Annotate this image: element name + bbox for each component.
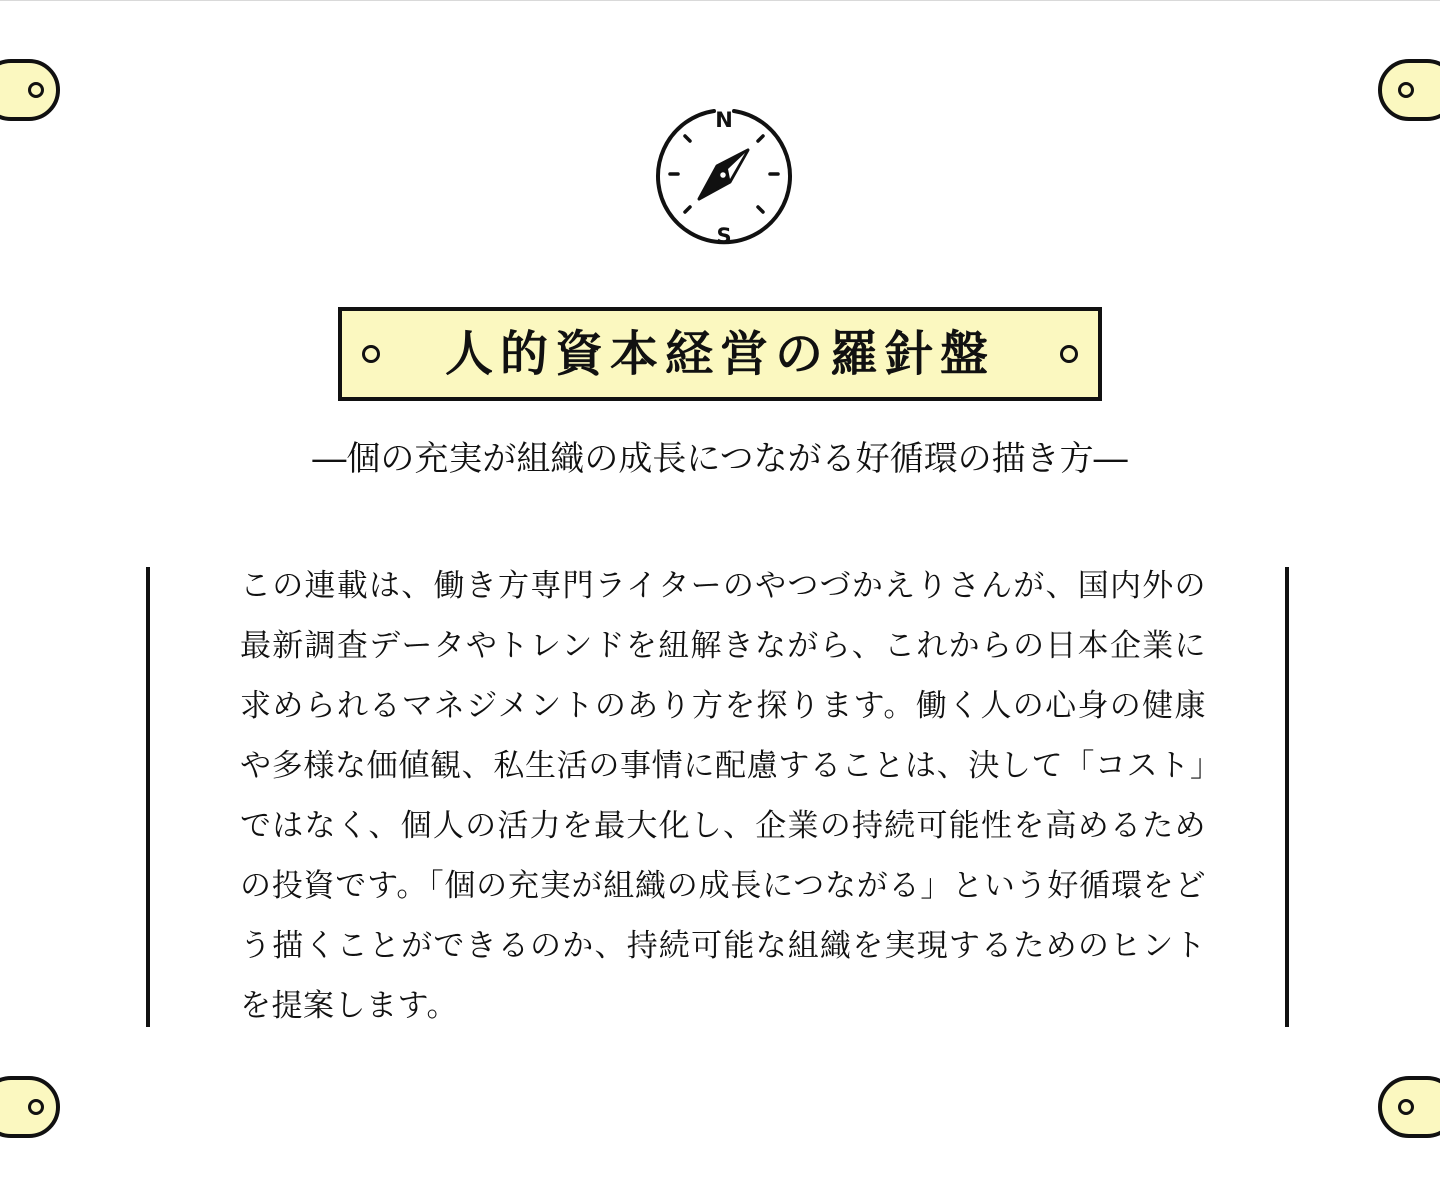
tab-hole-icon bbox=[28, 82, 44, 98]
tab-hole-icon bbox=[1398, 82, 1414, 98]
title-banner bbox=[338, 307, 1102, 401]
right-border-line bbox=[1285, 567, 1289, 1027]
compass-icon bbox=[650, 103, 798, 245]
tab-hole-icon bbox=[28, 1099, 44, 1115]
series-description: この連載は、働き方専門ライターのやつづかえりさんが、国内外の最新調査データやトレンドを紐解きながら、これからの日本企業に求められるマネジメントのあり方を探ります。働く人の心身の健康や多様な価値観、私生活の事情に配慮することは、決して「コスト」ではなく、個人の活力を最大化し、企業の持続可能性を高めるための投資です。「個の充実が組織の成長につながる」という好循環をどう描くことができるのか、持続可能な組織を実現するためのヒントを提案します。 bbox=[240, 568, 1206, 1024]
top-divider bbox=[0, 0, 1440, 1]
page-subtitle: ―個の充実が組織の成長につながる好循環の描き方― bbox=[312, 439, 1128, 479]
left-border-line bbox=[146, 567, 150, 1027]
tab-hole-icon bbox=[1398, 1099, 1414, 1115]
compass-north-label: N bbox=[715, 108, 733, 132]
corner-tab-top-right bbox=[1378, 59, 1440, 121]
page-title: 人的資本経営の羅針盤 bbox=[444, 326, 995, 382]
corner-tab-bottom-right bbox=[1378, 1076, 1440, 1138]
corner-tab-top-left bbox=[0, 59, 60, 121]
corner-tab-bottom-left bbox=[0, 1076, 60, 1138]
banner-dot-icon bbox=[1060, 345, 1078, 363]
banner-dot-icon bbox=[362, 345, 380, 363]
compass-south-label: S bbox=[716, 224, 732, 245]
